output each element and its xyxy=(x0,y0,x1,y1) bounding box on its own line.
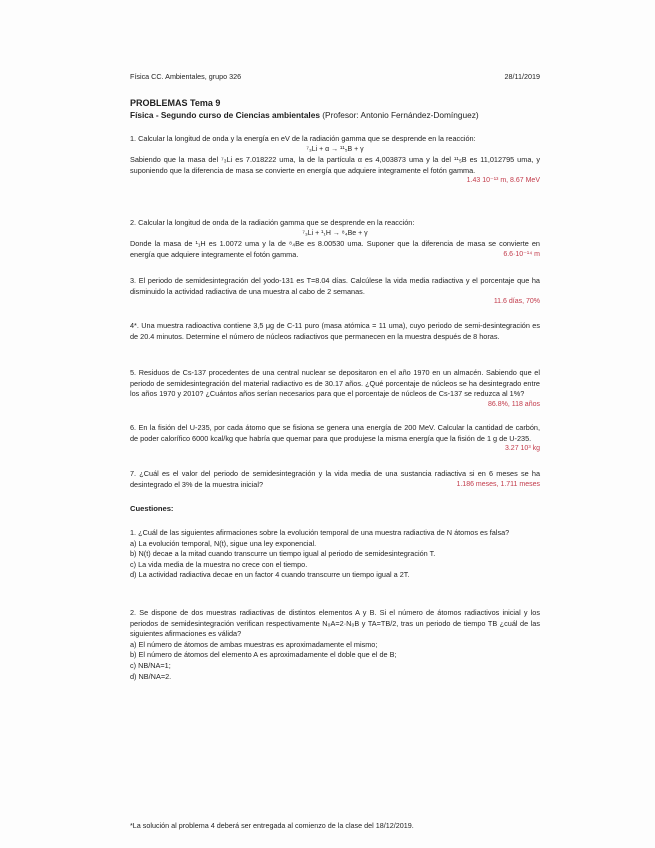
question-2-option-b: b) El número de átomos del elemento A es aproximadamente el doble que el de B; xyxy=(130,650,397,660)
problem-6 xyxy=(130,423,540,455)
problem-3-answer: 11.6 días, 70% xyxy=(493,298,540,306)
problem-4 xyxy=(130,321,540,342)
problem-5-text: 5. Residuos de Cs-137 procedentes de una central nuclear se depositaron en el año 1970 en un almacén. Sabiendo que el periodo de semidesintegración del material radiactivo es de 30.17 años. ¿Qué porcentaje de núcleos se ha desintegrado entre los años 1970 y 2010? ¿Cuántos años serían necesarios para que el porcentaje de núcleos de Cs-137 se reduzca al 1%? 86.8%, 118 años xyxy=(130,368,540,400)
problem-1-text: 1. Calcular la longitud de onda y la energía en eV de la radiación gamma que se desprende en la reacción: xyxy=(130,134,476,143)
problem-3-text: 3. El periodo de semidesintegración del yodo-131 es T=8.04 días. Calcúlese la vida media radiactiva y el porcentaje que ha disminuido la actividad radiactiva de una muestra al cabo de 2 semanas. xyxy=(130,276,540,296)
problem-1-equation: ⁷₃Li + α → ¹¹₅B + γ xyxy=(306,145,364,153)
question-2-option-a: a) El número de átomos de ambas muestras es aproximadamente el mismo; xyxy=(130,639,378,649)
problem-2 xyxy=(130,218,540,260)
question-2-option-c: c) NB/NA=1; xyxy=(130,660,171,670)
problem-1 xyxy=(130,134,540,187)
problem-6-answer: 3.27 10³ kg xyxy=(504,445,540,453)
course-label: Física CC. Ambientales, grupo 326 xyxy=(130,72,242,81)
problem-1-text-b: Sabiendo que la masa del ⁷₃Li es 7.018222 uma, la de la partícula α es 4,003873 uma y la del ¹¹₅B es 11,012795 uma, y suponiendo que la diferencia de masa se convierte en energía que adquiere integramente el fotón gamma. 1.43 10⁻¹³ m, 8.67 MeV xyxy=(130,155,540,176)
problem-7 xyxy=(130,469,540,490)
problem-1-answer: 1.43 10⁻¹³ m, 8.67 MeV xyxy=(466,177,540,185)
question-1-option-c: c) La vida media de la muestra no crece con el tiempo. xyxy=(130,559,308,569)
subtitle-professor: (Profesor: Antonio Fernández-Domínguez) xyxy=(319,110,479,120)
subtitle-bold: Física - Segundo curso de Ciencias ambientales xyxy=(130,110,320,120)
question-1-option-a: a) La evolución temporal, N(t), sigue una ley exponencial. xyxy=(130,538,317,548)
problem-4-text: 4*. Una muestra radioactiva contiene 3,5 μg de C-11 puro (masa atómica = 11 uma), cuyo periodo de semi-desintegración es de 20.4 minutos. Determine el número de núcleos radiactivos que permanecen en la muestra después de 8 horas. xyxy=(130,321,540,341)
question-2-stem: 2. Se dispone de dos muestras radiactivas de distintos elementos A y B. Si el número de átomos radiactivos inicial y los periodos de semidesintegración verifican respectivamente N₀A=2·N₀B y TA=TB/2, tras un periodo de tiempo TB ¿cuál de las siguientes afirmaciones es válida? xyxy=(130,608,540,639)
problem-7-answer: 1.186 meses, 1.711 meses xyxy=(456,480,540,488)
cuestiones-heading: Cuestiones: xyxy=(130,504,174,513)
document-subtitle xyxy=(130,110,479,120)
problem-5-answer: 86.8%, 118 años xyxy=(487,400,540,408)
question-1 xyxy=(130,528,540,581)
problem-3 xyxy=(130,276,540,307)
question-1-option-b: b) N(t) decae a la mitad cuando transcurre un tiempo igual al periodo de semidesintegración T. xyxy=(130,549,436,559)
document-title: PROBLEMAS Tema 9 xyxy=(130,98,221,108)
problem-6-text: 6. En la fisión del U-235, por cada átomo que se fisiona se genera una energía de 200 MeV. Calcular la cantidad de carbón, de poder calorífico 6000 kcal/kg que habría que quemar para que produjese la misma energía que la fisión de 1 g de U-235. 3.27 10³ kg xyxy=(130,423,540,444)
question-2-option-d: d) NB/NA=2. xyxy=(130,671,172,681)
problem-2-answer: 6.6·10⁻¹⁴ m xyxy=(503,250,540,258)
problem-2-text-b: Donde la masa de ¹₁H es 1.0072 uma y la de ⁸₄Be es 8.00530 uma. Suponer que la diferencia de masa se convierte en energía que adquiere integramente el fotón gamma. 6.6·10⁻¹⁴ m xyxy=(130,239,540,259)
problem-5 xyxy=(130,368,540,410)
header-date: 28/11/2019 xyxy=(504,72,540,81)
question-2 xyxy=(130,608,540,682)
question-1-option-d: d) La actividad radiactiva decae en un factor 4 cuando transcurre un tiempo igual a 2T. xyxy=(130,570,410,580)
problem-2-equation: ⁷₃Li + ¹₁H → ⁸₄Be + γ xyxy=(302,229,368,237)
question-1-stem: 1. ¿Cuál de las siguientes afirmaciones sobre la evolución temporal de una muestra radiactiva de N átomos es falsa? xyxy=(130,528,510,537)
problem-2-text: 2. Calcular la longitud de onda de la radiación gamma que se desprende en la reacción: xyxy=(130,218,415,227)
footnote: *La solución al problema 4 deberá ser entregada al comienzo de la clase del 18/12/2019. xyxy=(130,821,414,830)
page-header xyxy=(130,72,540,81)
problem-7-text: 7. ¿Cuál es el valor del periodo de semidesintegración y la vida media de una sustancia radiactiva si en 6 meses se ha desintegrado el 3% de la muestra inicial? 1.186 meses, 1.711 meses xyxy=(130,469,540,489)
